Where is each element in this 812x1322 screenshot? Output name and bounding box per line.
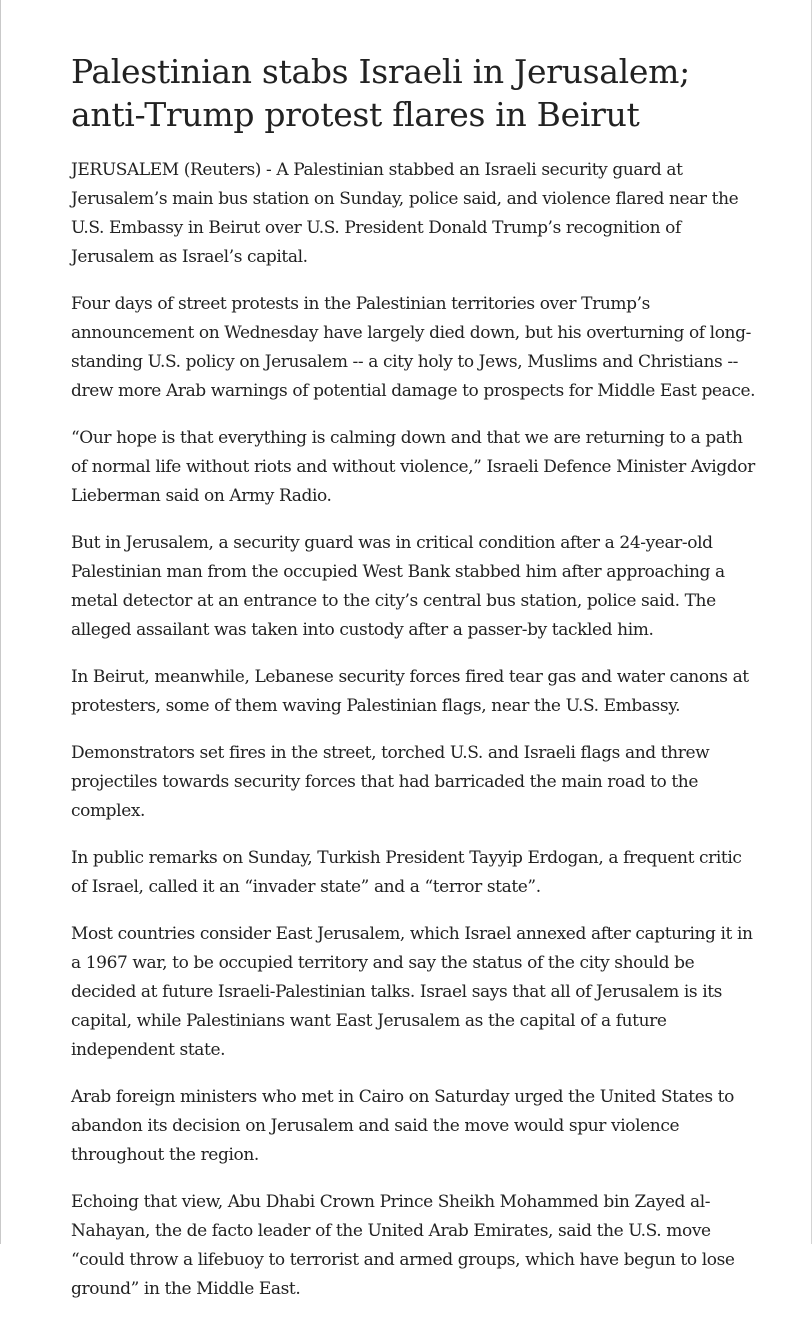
article <box>71 50 761 1322</box>
article-paragraph: In Beirut, meanwhile, Lebanese security forces fired tear gas and water canons at protesters, some of them waving Palestinian flags, near the U.S. Embassy. <box>71 667 749 716</box>
article-paragraph: But in Jerusalem, a security guard was in critical condition after a 24-year-old Palestinian man from the occupied West Bank stabbed him after approaching a metal detector at an entrance to the city’s central bus station, police said. The alleged assailant was taken into custody after a passer-by tackled him. <box>71 533 725 640</box>
article-paragraph: “Our hope is that everything is calming down and that we are returning to a path of normal life without riots and without violence,” Israeli Defence Minister Avigdor Lieberman said on Army Radio. <box>71 428 755 506</box>
article-paragraph: Echoing that view, Abu Dhabi Crown Prince Sheikh Mohammed bin Zayed al-Nahayan, the de facto leader of the United Arab Emirates, said the U.S. move “could throw a lifebuoy to terrorist and armed groups, which have begun to lose ground” in the Middle East. <box>71 1192 735 1299</box>
article-paragraph: In public remarks on Sunday, Turkish President Tayyip Erdogan, a frequent critic of Israel, called it an “invader state” and a “terror state”. <box>71 848 742 897</box>
article-paragraph: JERUSALEM (Reuters) - A Palestinian stabbed an Israeli security guard at Jerusalem’s main bus station on Sunday, police said, and violence flared near the U.S. Embassy in Beirut over U.S. President Donald Trump’s recognition of Jerusalem as Israel’s capital. <box>71 160 739 267</box>
article-paragraph: Four days of street protests in the Palestinian territories over Trump’s announcement on Wednesday have largely died down, but his overturning of long-standing U.S. policy on Jerusalem -- a city holy to Jews, Muslims and Christians -- drew more Arab warnings of potential damage to prospects for Middle East peace. <box>71 294 756 401</box>
article-paragraph: Most countries consider East Jerusalem, which Israel annexed after capturing it in a 1967 war, to be occupied territory and say the status of the city should be decided at future Israeli-Palestinian talks. Israel says that all of Jerusalem is its capital, while Palestinians want East Jerusalem as the capital of a future independent state. <box>71 924 753 1060</box>
article-headline: Palestinian stabs Israeli in Jerusalem; anti-Trump protest flares in Beirut <box>71 52 690 134</box>
article-paragraph: Arab foreign ministers who met in Cairo on Saturday urged the United States to abandon its decision on Jerusalem and said the move would spur violence throughout the region. <box>71 1087 734 1165</box>
article-paragraph: Demonstrators set fires in the street, torched U.S. and Israeli flags and threw projectiles towards security forces that had barricaded the main road to the complex. <box>71 743 710 821</box>
